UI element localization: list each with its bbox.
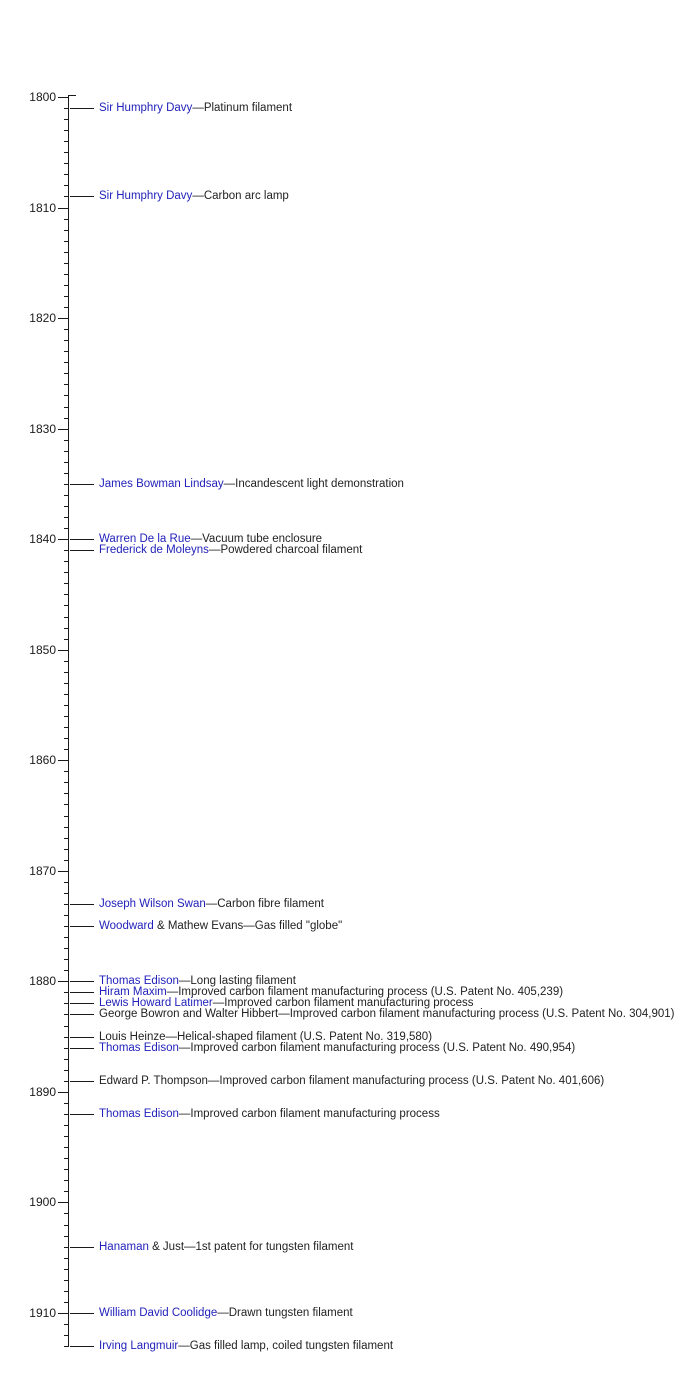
axis-tick-minor [64, 782, 68, 783]
axis-tick-minor [64, 373, 68, 374]
axis-tick-minor [64, 407, 68, 408]
axis-tick-minor [64, 296, 68, 297]
axis-tick-minor [64, 1037, 68, 1038]
event-name-link[interactable]: Joseph Wilson Swan [99, 898, 206, 910]
timeline-event [99, 1339, 393, 1353]
timeline-event [99, 477, 404, 491]
axis-year-label: 1800 [29, 90, 56, 104]
axis-tick-minor [64, 340, 68, 341]
axis-tick-minor [64, 506, 68, 507]
axis-tick-minor [64, 594, 68, 595]
event-connector [70, 539, 94, 540]
axis-tick-minor [64, 639, 68, 640]
axis-tick-minor [64, 285, 68, 286]
event-description: —Improved carbon filament manufacturing process [178, 1108, 440, 1120]
axis-tick-minor [64, 174, 68, 175]
event-connector [70, 1014, 94, 1015]
axis-tick-minor [64, 351, 68, 352]
axis-tick-minor [64, 1302, 68, 1303]
event-description: —Incandescent light demonstration [223, 478, 404, 490]
axis-tick-minor [64, 926, 68, 927]
axis-tick-minor [64, 816, 68, 817]
axis-tick-minor [64, 915, 68, 916]
axis-tick-minor [64, 517, 68, 518]
axis-tick-minor [64, 1136, 68, 1137]
axis-tick-minor [64, 705, 68, 706]
axis-tick-major [58, 981, 68, 982]
axis-tick-minor [64, 1213, 68, 1214]
event-name-link[interactable]: Thomas Edison [99, 1108, 179, 1120]
axis-tick-minor [64, 948, 68, 949]
event-connector [70, 1313, 94, 1314]
timeline-event [99, 1041, 575, 1055]
axis-tick-minor [64, 716, 68, 717]
axis-tick-minor [64, 1158, 68, 1159]
timeline-event [99, 919, 342, 933]
axis-tick-minor [64, 617, 68, 618]
axis-tick-minor [64, 329, 68, 330]
axis-tick-minor [64, 241, 68, 242]
axis-tick-minor [64, 1026, 68, 1027]
axis-tick-minor [64, 1114, 68, 1115]
axis-tick-minor [64, 1003, 68, 1004]
axis-tick-minor [64, 130, 68, 131]
axis-tick-minor [64, 185, 68, 186]
axis-tick-minor [64, 1059, 68, 1060]
axis-tick-minor [64, 362, 68, 363]
axis-tick-minor [64, 1014, 68, 1015]
axis-tick-minor [64, 1324, 68, 1325]
axis-tick-minor [64, 771, 68, 772]
event-connector [70, 926, 94, 927]
axis-tick-minor [64, 1280, 68, 1281]
axis-tick-minor [64, 804, 68, 805]
event-name-link[interactable]: James Bowman Lindsay [99, 478, 224, 490]
axis-year-label: 1820 [29, 311, 56, 325]
axis-tick-minor [64, 1335, 68, 1336]
axis-tick-minor [64, 451, 68, 452]
axis-tick-minor [64, 628, 68, 629]
event-description: —Powdered charcoal filament [208, 544, 363, 556]
axis-tick-minor [64, 1147, 68, 1148]
axis-tick-minor [64, 738, 68, 739]
axis-year-label: 1810 [29, 201, 56, 215]
event-name-link[interactable]: Lewis Howard Latimer [99, 997, 213, 1009]
event-name-link[interactable]: Thomas Edison [99, 1042, 179, 1054]
axis-tick-minor [64, 904, 68, 905]
axis-year-label: 1910 [29, 1306, 56, 1320]
axis-tick-minor [64, 252, 68, 253]
event-connector [70, 484, 94, 485]
axis-tick-minor [64, 528, 68, 529]
event-connector [70, 550, 94, 551]
axis-top-cap [68, 95, 76, 96]
axis-tick-minor [64, 605, 68, 606]
event-description: —Carbon arc lamp [192, 190, 289, 202]
axis-tick-minor [64, 937, 68, 938]
event-name-link[interactable]: Irving Langmuir [99, 1340, 179, 1352]
axis-tick-major [58, 1092, 68, 1093]
axis-tick-minor [64, 1103, 68, 1104]
axis-tick-major [58, 1313, 68, 1314]
axis-tick-minor [64, 440, 68, 441]
axis-tick-minor [64, 572, 68, 573]
timeline-event [99, 1074, 604, 1088]
axis-tick-minor [64, 1291, 68, 1292]
axis-tick-minor [64, 1236, 68, 1237]
axis-tick-minor [64, 152, 68, 153]
axis-tick-minor [64, 119, 68, 120]
axis-tick-major [58, 871, 68, 872]
axis-tick-minor [64, 307, 68, 308]
axis-tick-minor [64, 561, 68, 562]
timeline-event [99, 543, 362, 557]
axis-tick-minor [64, 849, 68, 850]
axis-tick-minor [64, 196, 68, 197]
axis-tick-minor [64, 992, 68, 993]
axis-tick-minor [64, 893, 68, 894]
event-connector [70, 904, 94, 905]
axis-tick-minor [64, 1269, 68, 1270]
axis-year-label: 1850 [29, 643, 56, 657]
timeline-event [99, 1306, 353, 1320]
event-description: George Bowron and Walter Hibbert—Improved carbon filament manufacturing process (U.S. Patent No. 304,901) [99, 1008, 675, 1020]
axis-tick-minor [64, 1169, 68, 1170]
axis-tick-minor [64, 838, 68, 839]
timeline-event [99, 1007, 675, 1021]
axis-tick-minor [64, 473, 68, 474]
axis-tick-major [58, 760, 68, 761]
axis-tick-minor [64, 462, 68, 463]
event-description: —Improved carbon filament manufacturing process (U.S. Patent No. 405,239) [166, 986, 564, 998]
axis-tick-major [58, 208, 68, 209]
event-connector [70, 1003, 94, 1004]
event-connector [70, 1114, 94, 1115]
axis-tick-minor [64, 274, 68, 275]
axis-tick-minor [64, 230, 68, 231]
axis-tick-minor [64, 827, 68, 828]
axis-tick-minor [64, 860, 68, 861]
timeline-event [99, 1107, 440, 1121]
axis-tick-major [58, 429, 68, 430]
axis-tick-minor [64, 1258, 68, 1259]
event-connector [70, 196, 94, 197]
event-name-link[interactable]: Woodward [99, 920, 154, 932]
axis-tick-minor [64, 1180, 68, 1181]
axis-tick-minor [64, 661, 68, 662]
axis-tick-minor [64, 1346, 68, 1347]
axis-tick-minor [64, 495, 68, 496]
event-connector [70, 992, 94, 993]
axis-tick-minor [64, 882, 68, 883]
axis-tick-minor [64, 1048, 68, 1049]
event-connector [70, 108, 94, 109]
axis-tick-minor [64, 1081, 68, 1082]
axis-tick-minor [64, 1125, 68, 1126]
axis-tick-minor [64, 1247, 68, 1248]
axis-tick-minor [64, 550, 68, 551]
axis-tick-major [58, 1202, 68, 1203]
event-connector [70, 1048, 94, 1049]
axis-tick-minor [64, 727, 68, 728]
event-connector [70, 981, 94, 982]
event-name-link[interactable]: Sir Humphry Davy [99, 102, 193, 114]
timeline-event [99, 897, 324, 911]
event-description: & Mathew Evans—Gas filled "globe" [153, 920, 343, 932]
axis-vertical-line [68, 95, 69, 1347]
timeline-event [99, 189, 289, 203]
event-description: Louis Heinze—Helical-shaped filament (U.S. Patent No. 319,580) [99, 1031, 433, 1043]
timeline-event [99, 101, 292, 115]
axis-tick-minor [64, 672, 68, 673]
axis-tick-minor [64, 1191, 68, 1192]
event-connector [70, 1037, 94, 1038]
event-name-link[interactable]: Sir Humphry Davy [99, 190, 193, 202]
axis-tick-minor [64, 418, 68, 419]
timeline-event [99, 1240, 353, 1254]
axis-tick-minor [64, 694, 68, 695]
axis-tick-major [58, 318, 68, 319]
axis-tick-minor [64, 108, 68, 109]
event-description: —Platinum filament [192, 102, 293, 114]
event-description: —Drawn tungsten filament [217, 1307, 353, 1319]
event-description: —Vacuum tube enclosure [190, 533, 323, 545]
event-name-link[interactable]: Frederick de Moleyns [99, 544, 209, 556]
axis-year-label: 1840 [29, 532, 56, 546]
event-name-link[interactable]: Hanaman [99, 1241, 149, 1253]
event-name-link[interactable]: Hiram Maxim [99, 986, 167, 998]
event-description: —Improved carbon filament manufacturing process (U.S. Patent No. 490,954) [178, 1042, 576, 1054]
event-description: —Carbon fibre filament [205, 898, 324, 910]
axis-tick-minor [64, 484, 68, 485]
axis-tick-minor [64, 970, 68, 971]
event-connector [70, 1346, 94, 1347]
axis-tick-minor [64, 959, 68, 960]
axis-tick-major [58, 650, 68, 651]
event-name-link[interactable]: Thomas Edison [99, 975, 179, 987]
event-connector [70, 1247, 94, 1248]
event-description: & Just—1st patent for tungsten filament [148, 1241, 354, 1253]
event-description: Edward P. Thompson—Improved carbon filament manufacturing process (U.S. Patent No. 401,606) [99, 1075, 605, 1087]
axis-tick-major [58, 97, 68, 98]
event-connector [70, 1081, 94, 1082]
axis-tick-minor [64, 263, 68, 264]
axis-year-label: 1890 [29, 1085, 56, 1099]
axis-tick-minor [64, 583, 68, 584]
axis-tick-minor [64, 793, 68, 794]
axis-tick-minor [64, 219, 68, 220]
axis-year-label: 1830 [29, 422, 56, 436]
axis-tick-minor [64, 384, 68, 385]
event-description: —Gas filled lamp, coiled tungsten filament [178, 1340, 394, 1352]
axis-year-label: 1860 [29, 753, 56, 767]
axis-tick-minor [64, 163, 68, 164]
axis-tick-minor [64, 749, 68, 750]
axis-tick-minor [64, 683, 68, 684]
axis-tick-minor [64, 141, 68, 142]
event-description: —Long lasting filament [178, 975, 296, 987]
axis-year-label: 1870 [29, 864, 56, 878]
event-name-link[interactable]: William David Coolidge [99, 1307, 218, 1319]
axis-tick-minor [64, 1225, 68, 1226]
axis-year-label: 1900 [29, 1195, 56, 1209]
event-name-link[interactable]: Warren De la Rue [99, 533, 191, 545]
axis-tick-minor [64, 1070, 68, 1071]
axis-year-label: 1880 [29, 974, 56, 988]
axis-tick-minor [64, 395, 68, 396]
axis-tick-major [58, 539, 68, 540]
event-description: —Improved carbon filament manufacturing process [212, 997, 474, 1009]
